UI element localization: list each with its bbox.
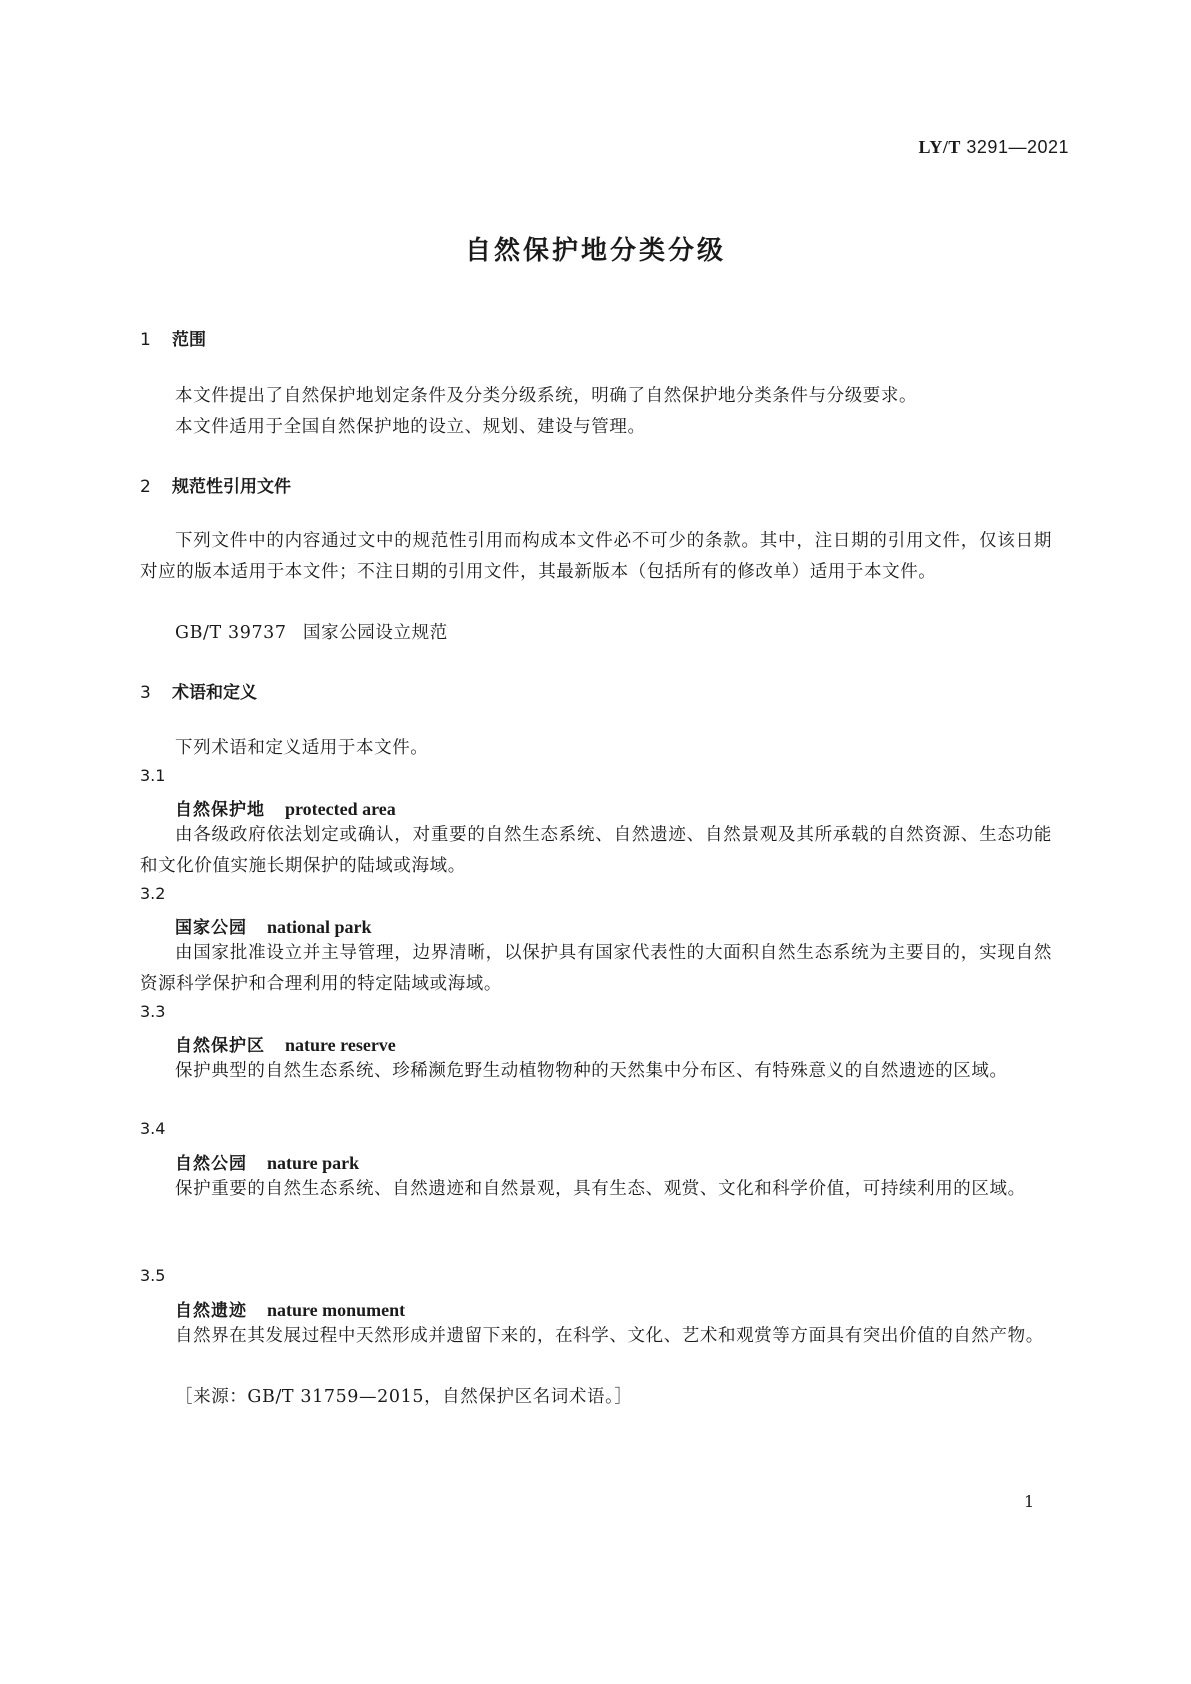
term-heading — [175, 1149, 359, 1174]
term-chinese: 自然保护地 — [175, 800, 265, 820]
term-heading — [175, 1296, 405, 1321]
term-number: 3.1 — [140, 766, 166, 785]
section-2-paragraph: 下列文件中的内容通过文中的规范性引用而构成本文件必不可少的条款。其中，注日期的引用文件，仅该日期对应的版本适用于本文件；不注日期的引用文件，其最新版本（包括所有的修改单）适用于本文件。 — [140, 531, 1052, 582]
term-chinese: 自然遗迹 — [175, 1301, 247, 1321]
standard-number: 3291—2021 — [966, 137, 1069, 157]
section-1-paragraph-2: 本文件适用于全国自然保护地的设立、规划、建设与管理。 — [175, 417, 646, 437]
term-definition: 由各级政府依法划定或确认，对重要的自然生态系统、自然遗迹、自然景观及其所承载的自然资源、生态功能和文化价值实施长期保护的陆域或海域。 — [140, 825, 1052, 876]
term-english: nature park — [267, 1153, 360, 1173]
section-3-heading — [140, 678, 257, 703]
term-english: nature reserve — [285, 1035, 396, 1055]
reference-title: 国家公园设立规范 — [303, 623, 448, 643]
term-source-note: ［来源：GB/T 31759—2015，自然保护区名词术语。］ — [175, 1387, 633, 1407]
standard-prefix: LY/T — [918, 137, 961, 157]
page-number: 1 — [1024, 1492, 1035, 1511]
term-definition: 保护重要的自然生态系统、自然遗迹和自然景观，具有生态、观赏、文化和科学价值，可持续利用的区域。 — [175, 1179, 1026, 1199]
standard-code — [919, 137, 1069, 158]
term-number: 3.3 — [140, 1002, 166, 1021]
section-number: 1 — [140, 330, 151, 350]
term-definition: 由国家批准设立并主导管理，边界清晰，以保护具有国家代表性的大面积自然生态系统为主要目的，实现自然资源科学保护和合理利用的特定陆域或海域。 — [140, 943, 1052, 994]
document-title: 自然保护地分类分级 — [464, 236, 726, 266]
term-chinese: 自然公园 — [175, 1154, 247, 1174]
term-number: 3.2 — [140, 884, 166, 903]
section-title: 规范性引用文件 — [172, 477, 291, 497]
term-english: nature monument — [267, 1300, 406, 1320]
section-1-paragraph-1: 本文件提出了自然保护地划定条件及分类分级系统，明确了自然保护地分类条件与分级要求。 — [175, 386, 918, 406]
section-title: 范围 — [172, 330, 206, 350]
term-heading — [175, 795, 396, 820]
section-number: 3 — [140, 683, 151, 703]
term-definition: 自然界在其发展过程中天然形成并遗留下来的，在科学、文化、艺术和观赏等方面具有突出价值的自然产物。 — [175, 1326, 1044, 1346]
reference-code: GB/T 39737 — [175, 623, 287, 643]
term-chinese: 自然保护区 — [175, 1036, 265, 1056]
normative-reference — [175, 619, 448, 644]
term-number: 3.4 — [140, 1119, 166, 1138]
section-title: 术语和定义 — [172, 683, 257, 703]
section-number: 2 — [140, 477, 151, 497]
term-number: 3.5 — [140, 1266, 166, 1285]
section-2-heading — [140, 472, 291, 497]
term-heading — [175, 1031, 396, 1056]
term-english: national park — [267, 917, 372, 937]
section-3-intro: 下列术语和定义适用于本文件。 — [175, 738, 429, 758]
term-definition: 保护典型的自然生态系统、珍稀濒危野生动植物物种的天然集中分布区、有特殊意义的自然遗迹的区域。 — [175, 1061, 1008, 1081]
term-heading — [175, 913, 372, 938]
term-english: protected area — [285, 799, 396, 819]
section-1-heading — [140, 325, 206, 350]
term-chinese: 国家公园 — [175, 918, 247, 938]
